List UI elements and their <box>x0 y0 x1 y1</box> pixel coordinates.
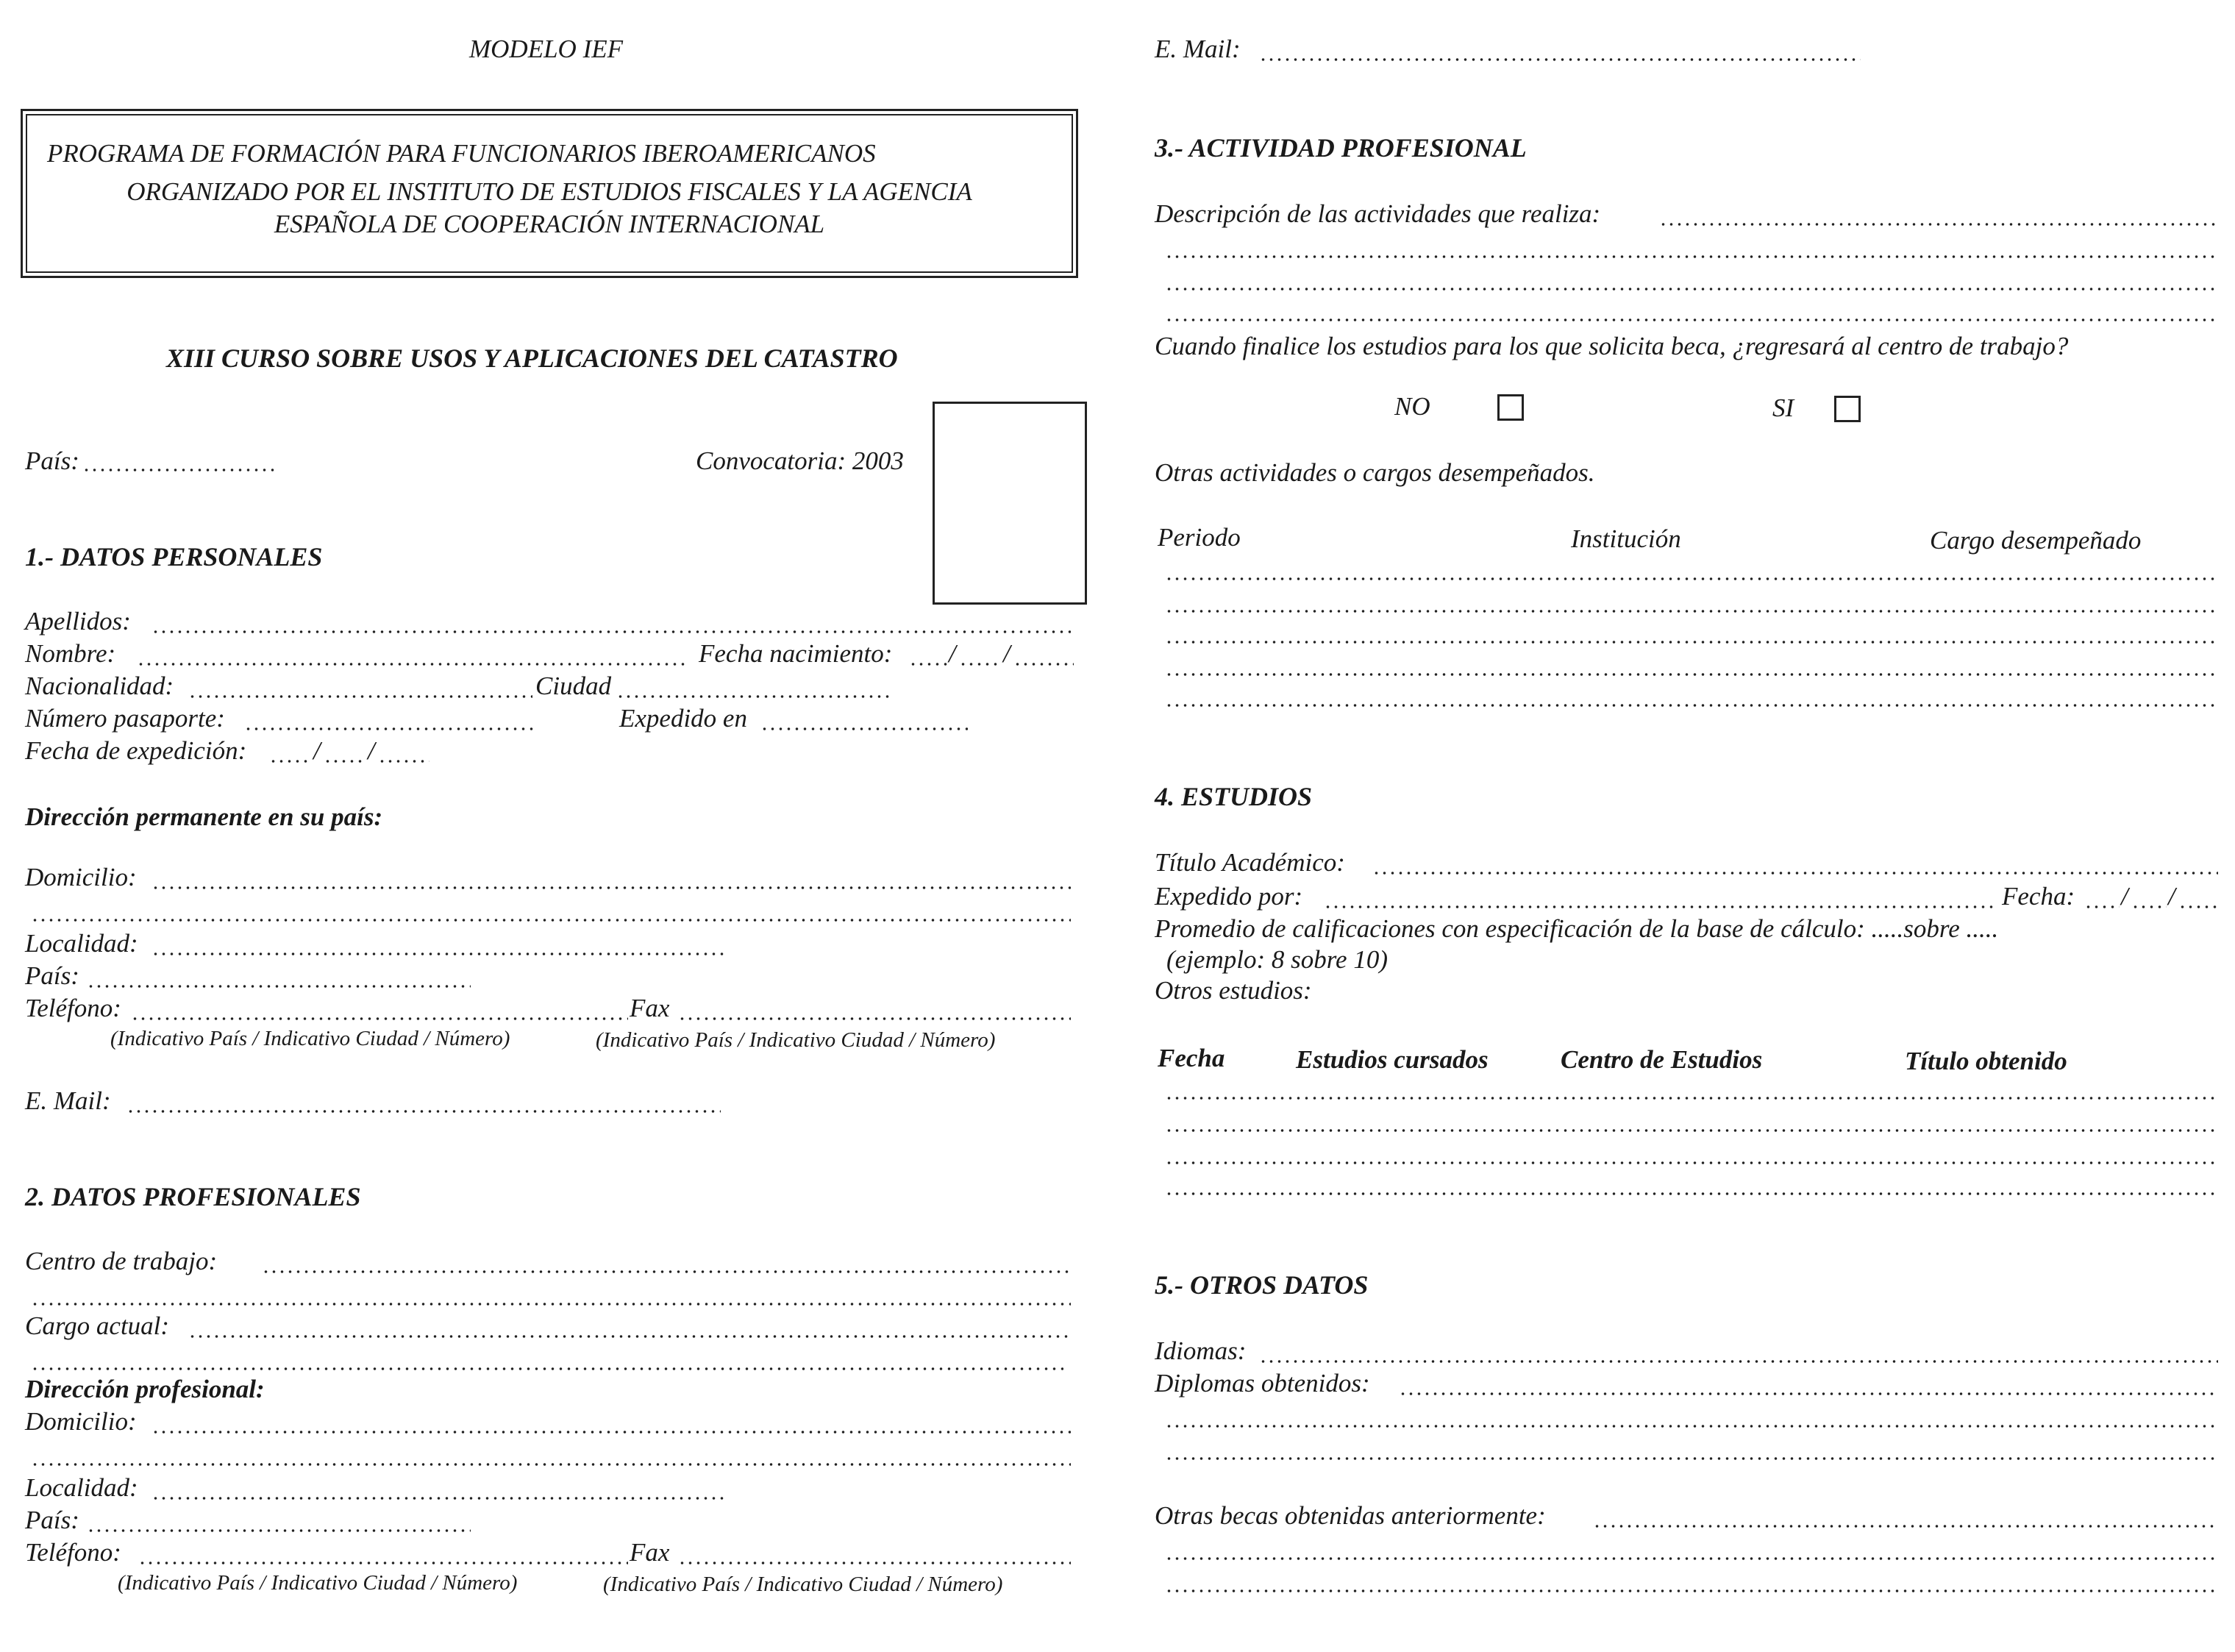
col-institucion: Institución <box>1571 524 1681 553</box>
diplomas-label: Diplomas obtenidos: <box>1155 1369 1370 1398</box>
centro-trabajo-field[interactable] <box>262 1270 1071 1274</box>
pais-dir-label: País: <box>25 961 79 990</box>
si-label: SI <box>1772 394 1794 422</box>
course-title: XIII CURSO SOBRE USOS Y APLICACIONES DEL CATASTRO <box>166 343 898 373</box>
centro-trabajo-field-line-2[interactable] <box>31 1302 1071 1306</box>
program-title-line-2: ORGANIZADO POR EL INSTITUTO DE ESTUDIOS FISCALES Y LA AGENCIA <box>126 177 972 206</box>
otros-estudios-label: Otros estudios: <box>1155 976 1312 1005</box>
telefono-prof-field[interactable] <box>138 1561 628 1565</box>
fecha-expedicion-day[interactable] <box>269 759 310 763</box>
domicilio-field[interactable] <box>152 886 1071 890</box>
idiomas-label: Idiomas: <box>1155 1336 1247 1365</box>
actividad-row-5[interactable] <box>1165 703 2218 708</box>
regreso-question: Cuando finalice los estudios para los que solicita beca, ¿regresará al centro de trabajo? <box>1155 332 2069 360</box>
col-titulo-obtenido: Título obtenido <box>1905 1047 2067 1075</box>
actividad-row-4[interactable] <box>1165 672 2218 677</box>
pais-dir-field[interactable] <box>87 984 471 989</box>
cargo-actual-field[interactable] <box>188 1334 1071 1339</box>
photo-placeholder <box>933 402 1087 605</box>
domicilio-prof-field-line-2[interactable] <box>31 1462 1071 1467</box>
pais-field[interactable] <box>82 468 278 472</box>
descripcion-field-line-3[interactable] <box>1165 287 2218 291</box>
otras-becas-field[interactable] <box>1593 1524 2218 1528</box>
fax-prof-note: (Indicativo País / Indicativo Ciudad / Número) <box>603 1573 1003 1596</box>
descripcion-field-line-4[interactable] <box>1165 318 2218 322</box>
col-cargo-desempenado: Cargo desempeñado <box>1930 526 2142 555</box>
dir-permanente-heading: Dirección permanente en su país: <box>25 802 383 831</box>
domicilio-prof-field[interactable] <box>152 1430 1071 1434</box>
pais-prof-label: País: <box>25 1506 79 1534</box>
date-separator: / <box>368 736 375 765</box>
section-3-heading: 3.- ACTIVIDAD PROFESIONAL <box>1155 133 1527 163</box>
otras-becas-field-line-3[interactable] <box>1165 1589 2218 1593</box>
email-field[interactable] <box>126 1109 721 1114</box>
email-prof-field[interactable] <box>1259 57 1861 62</box>
email-prof-label: E. Mail: <box>1155 35 1241 63</box>
si-checkbox[interactable] <box>1834 396 1861 422</box>
localidad-label: Localidad: <box>25 929 138 958</box>
localidad-prof-field[interactable] <box>152 1496 727 1500</box>
actividad-row-1[interactable] <box>1165 577 2218 581</box>
promedio-label: Promedio de calificaciones con especificación de la base de cálculo: .....sobre ..... <box>1155 914 1999 943</box>
telefono-label: Teléfono: <box>25 994 121 1022</box>
pasaporte-label: Número pasaporte: <box>25 704 225 733</box>
nombre-label: Nombre: <box>25 639 116 668</box>
col-periodo: Periodo <box>1158 523 1241 552</box>
expedido-por-field[interactable] <box>1324 905 1996 909</box>
localidad-prof-label: Localidad: <box>25 1473 138 1502</box>
dir-profesional-heading: Dirección profesional: <box>25 1375 265 1403</box>
fecha-titulo-year[interactable] <box>2178 905 2218 909</box>
descripcion-label: Descripción de las actividades que realiza: <box>1155 199 1601 228</box>
fecha-titulo-month[interactable] <box>2131 905 2167 909</box>
telefono-prof-note: (Indicativo País / Indicativo Ciudad / Número) <box>118 1571 518 1595</box>
promedio-ejemplo: (ejemplo: 8 sobre 10) <box>1166 945 1388 974</box>
cargo-actual-field-line-2[interactable] <box>31 1367 1063 1371</box>
expedido-por-label: Expedido por: <box>1155 882 1303 911</box>
diplomas-field-line-2[interactable] <box>1165 1424 2218 1428</box>
nacionalidad-label: Nacionalidad: <box>25 672 174 700</box>
date-separator: / <box>949 639 956 668</box>
otras-becas-field-line-2[interactable] <box>1165 1556 2218 1561</box>
email-label: E. Mail: <box>25 1086 111 1115</box>
otras-actividades-label: Otras actividades o cargos desempeñados. <box>1155 458 1595 487</box>
titulo-academico-label: Título Académico: <box>1155 848 1345 877</box>
diplomas-field-line-3[interactable] <box>1165 1456 2218 1461</box>
ciudad-label: Ciudad <box>535 672 612 700</box>
col-centro-estudios: Centro de Estudios <box>1561 1045 1763 1074</box>
pais-prof-field[interactable] <box>87 1528 471 1533</box>
estudios-row-4[interactable] <box>1165 1192 2218 1196</box>
estudios-row-2[interactable] <box>1165 1128 2218 1133</box>
col-fecha: Fecha <box>1158 1044 1225 1072</box>
actividad-row-2[interactable] <box>1165 609 2218 613</box>
expedido-en-label: Expedido en <box>619 704 747 733</box>
telefono-field[interactable] <box>131 1017 628 1021</box>
idiomas-field[interactable] <box>1259 1359 2218 1364</box>
titulo-academico-field[interactable] <box>1372 871 2218 875</box>
otras-becas-label: Otras becas obtenidas anteriormente: <box>1155 1501 1546 1530</box>
date-separator: / <box>2121 882 2128 911</box>
centro-trabajo-label: Centro de trabajo: <box>25 1247 218 1275</box>
date-separator: / <box>313 736 321 765</box>
apellidos-label: Apellidos: <box>25 607 131 635</box>
apellidos-field[interactable] <box>152 630 1071 634</box>
fax-field[interactable] <box>678 1017 1071 1021</box>
estudios-row-3[interactable] <box>1165 1161 2218 1165</box>
fecha-nacimiento-month[interactable] <box>959 662 1000 666</box>
date-separator: / <box>1003 639 1010 668</box>
date-separator: / <box>2168 882 2175 911</box>
telefono-note: (Indicativo País / Indicativo Ciudad / Número) <box>110 1027 510 1050</box>
section-1-heading: 1.- DATOS PERSONALES <box>25 542 323 572</box>
section-5-heading: 5.- OTROS DATOS <box>1155 1270 1369 1300</box>
fecha-nacimiento-year[interactable] <box>1013 662 1074 666</box>
pasaporte-field[interactable] <box>244 727 534 731</box>
model-label: MODELO IEF <box>469 35 623 63</box>
fax-label: Fax <box>630 994 670 1022</box>
diplomas-field[interactable] <box>1399 1392 2218 1396</box>
col-estudios-cursados: Estudios cursados <box>1296 1045 1489 1074</box>
fecha-expedicion-year[interactable] <box>378 759 429 763</box>
fecha-titulo-label: Fecha: <box>2002 882 2075 911</box>
fax-note: (Indicativo País / Indicativo Ciudad / Número) <box>596 1028 996 1052</box>
pais-label: País: <box>25 446 79 475</box>
fecha-expedicion-month[interactable] <box>324 759 365 763</box>
expedido-en-field[interactable] <box>760 727 968 731</box>
fax-prof-label: Fax <box>630 1538 670 1567</box>
fecha-titulo-day[interactable] <box>2084 905 2120 909</box>
descripcion-field[interactable] <box>1659 222 2218 227</box>
nacionalidad-field[interactable] <box>188 694 532 699</box>
actividad-row-3[interactable] <box>1165 640 2218 644</box>
section-2-heading: 2. DATOS PROFESIONALES <box>25 1182 361 1211</box>
program-title-line-1: PROGRAMA DE FORMACIÓN PARA FUNCIONARIOS IBEROAMERICANOS <box>47 139 876 168</box>
localidad-field[interactable] <box>152 952 727 956</box>
fax-prof-field[interactable] <box>678 1561 1071 1565</box>
cargo-actual-label: Cargo actual: <box>25 1311 170 1340</box>
fecha-nacimiento-day[interactable] <box>909 662 947 666</box>
ciudad-field[interactable] <box>616 694 890 699</box>
section-4-heading: 4. ESTUDIOS <box>1155 782 1313 811</box>
fecha-nacimiento-label: Fecha nacimiento: <box>699 639 893 668</box>
domicilio-field-line-2[interactable] <box>31 918 1071 922</box>
descripcion-field-line-2[interactable] <box>1165 254 2218 259</box>
domicilio-prof-label: Domicilio: <box>25 1407 137 1436</box>
program-title-line-3: ESPAÑOLA DE COOPERACIÓN INTERNACIONAL <box>274 210 825 238</box>
telefono-prof-label: Teléfono: <box>25 1538 121 1567</box>
no-checkbox[interactable] <box>1497 394 1524 421</box>
convocatoria-label: Convocatoria: 2003 <box>696 446 904 475</box>
no-label: NO <box>1394 392 1430 421</box>
estudios-row-1[interactable] <box>1165 1096 2218 1100</box>
domicilio-label: Domicilio: <box>25 863 137 891</box>
fecha-expedicion-label: Fecha de expedición: <box>25 736 247 765</box>
nombre-field[interactable] <box>137 662 685 666</box>
